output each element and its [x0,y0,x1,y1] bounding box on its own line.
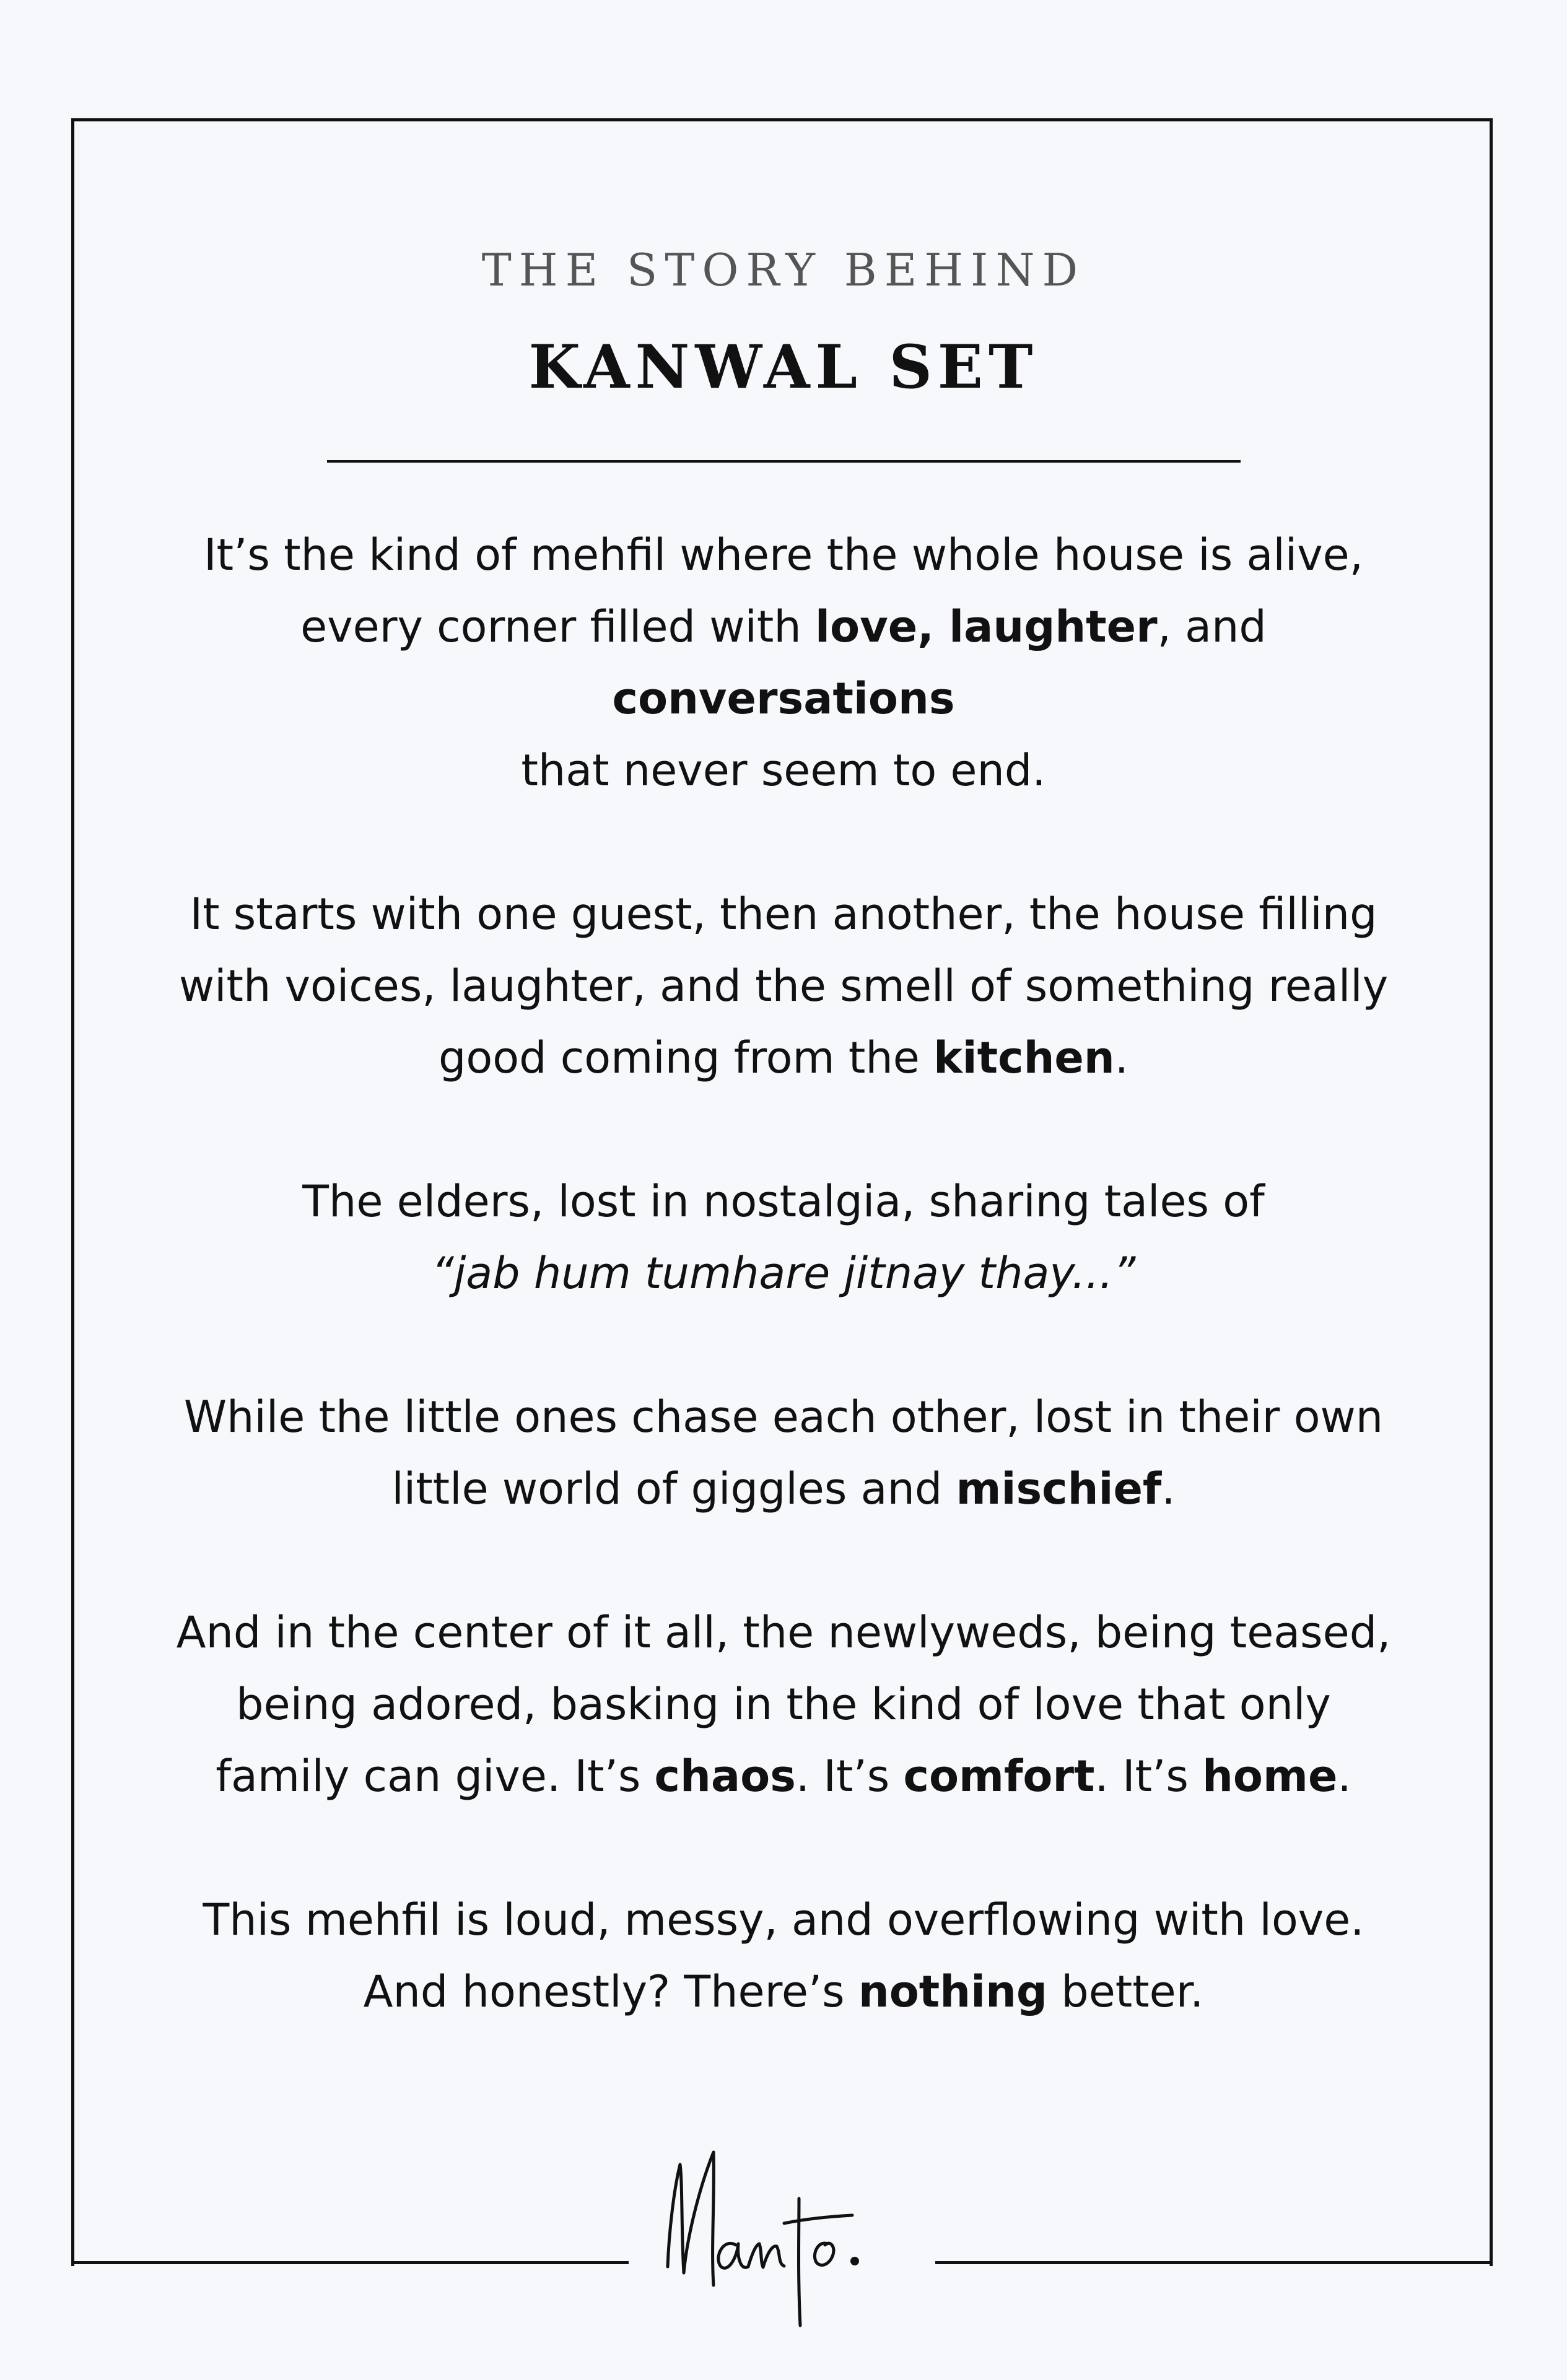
paragraph-line [124,663,1443,734]
text-run: . It’s [1094,1751,1203,1802]
text-run: . [1161,1463,1176,1514]
paragraph-line: with voices, laughter, and the smell of something really [178,961,1389,1011]
paragraph-6 [124,1884,1443,2028]
paragraph-line [124,1453,1443,1525]
text-run: And honestly? There’s [363,1966,858,2017]
paragraph-line: that never seem to end. [521,745,1046,796]
text-run: , and [1157,601,1267,652]
paragraph-1 [124,519,1443,806]
text-run: every corner filled with [300,601,815,652]
paragraph-line: This mehfil is loud, messy, and overflowing with love. [203,1894,1364,1945]
text-run: better. [1047,1966,1204,2017]
paragraph-line: It starts with one guest, then another, the house filling [190,889,1377,939]
signature-logo [644,2140,923,2338]
bold-text: comfort [903,1751,1095,1802]
bold-text: love, laughter [815,601,1158,652]
text-run: . It’s [795,1751,904,1802]
paragraph-line [124,1740,1443,1812]
text-run: family can give. It’s [216,1751,655,1802]
paragraph-4 [124,1381,1443,1525]
paragraph-3 [124,1166,1443,1309]
title-divider [327,460,1241,463]
text-run: good coming from the [439,1032,934,1083]
bold-text: home [1202,1751,1338,1802]
bold-text: conversations [612,673,955,724]
paragraph-2 [124,878,1443,1094]
text-run: . [1114,1032,1128,1083]
paragraph-line [124,1956,1443,2028]
bold-text: mischief [956,1463,1162,1514]
paragraph-5 [124,1597,1443,1812]
text-run: . [1337,1751,1351,1802]
paragraph-line: The elders, lost in nostalgia, sharing tales of [302,1176,1265,1227]
story-body [124,519,1443,2028]
paragraph-line: It’s the kind of mehfil where the whole house is alive, [204,530,1363,580]
bold-text: kitchen [933,1032,1115,1083]
paragraph-line: While the little ones chase each other, lost in their own [183,1392,1384,1442]
paragraph-line [124,1022,1443,1094]
eyebrow-heading: THE STORY BEHIND [481,244,1086,296]
bold-text: chaos [654,1751,796,1802]
paragraph-line [124,591,1443,663]
border-frame-bottom-left [71,2261,629,2264]
quote-line: “jab hum tumhare jitnay thay...” [431,1248,1136,1299]
paragraph-line: being adored, basking in the kind of love that only [236,1679,1331,1730]
bold-text: nothing [858,1966,1048,2017]
border-frame-bottom-right [935,2261,1493,2264]
page-title: KANWAL SET [528,332,1039,402]
paragraph-line: And in the center of it all, the newlyweds, being teased, [176,1607,1391,1658]
text-run: little world of giggles and [391,1463,956,1514]
